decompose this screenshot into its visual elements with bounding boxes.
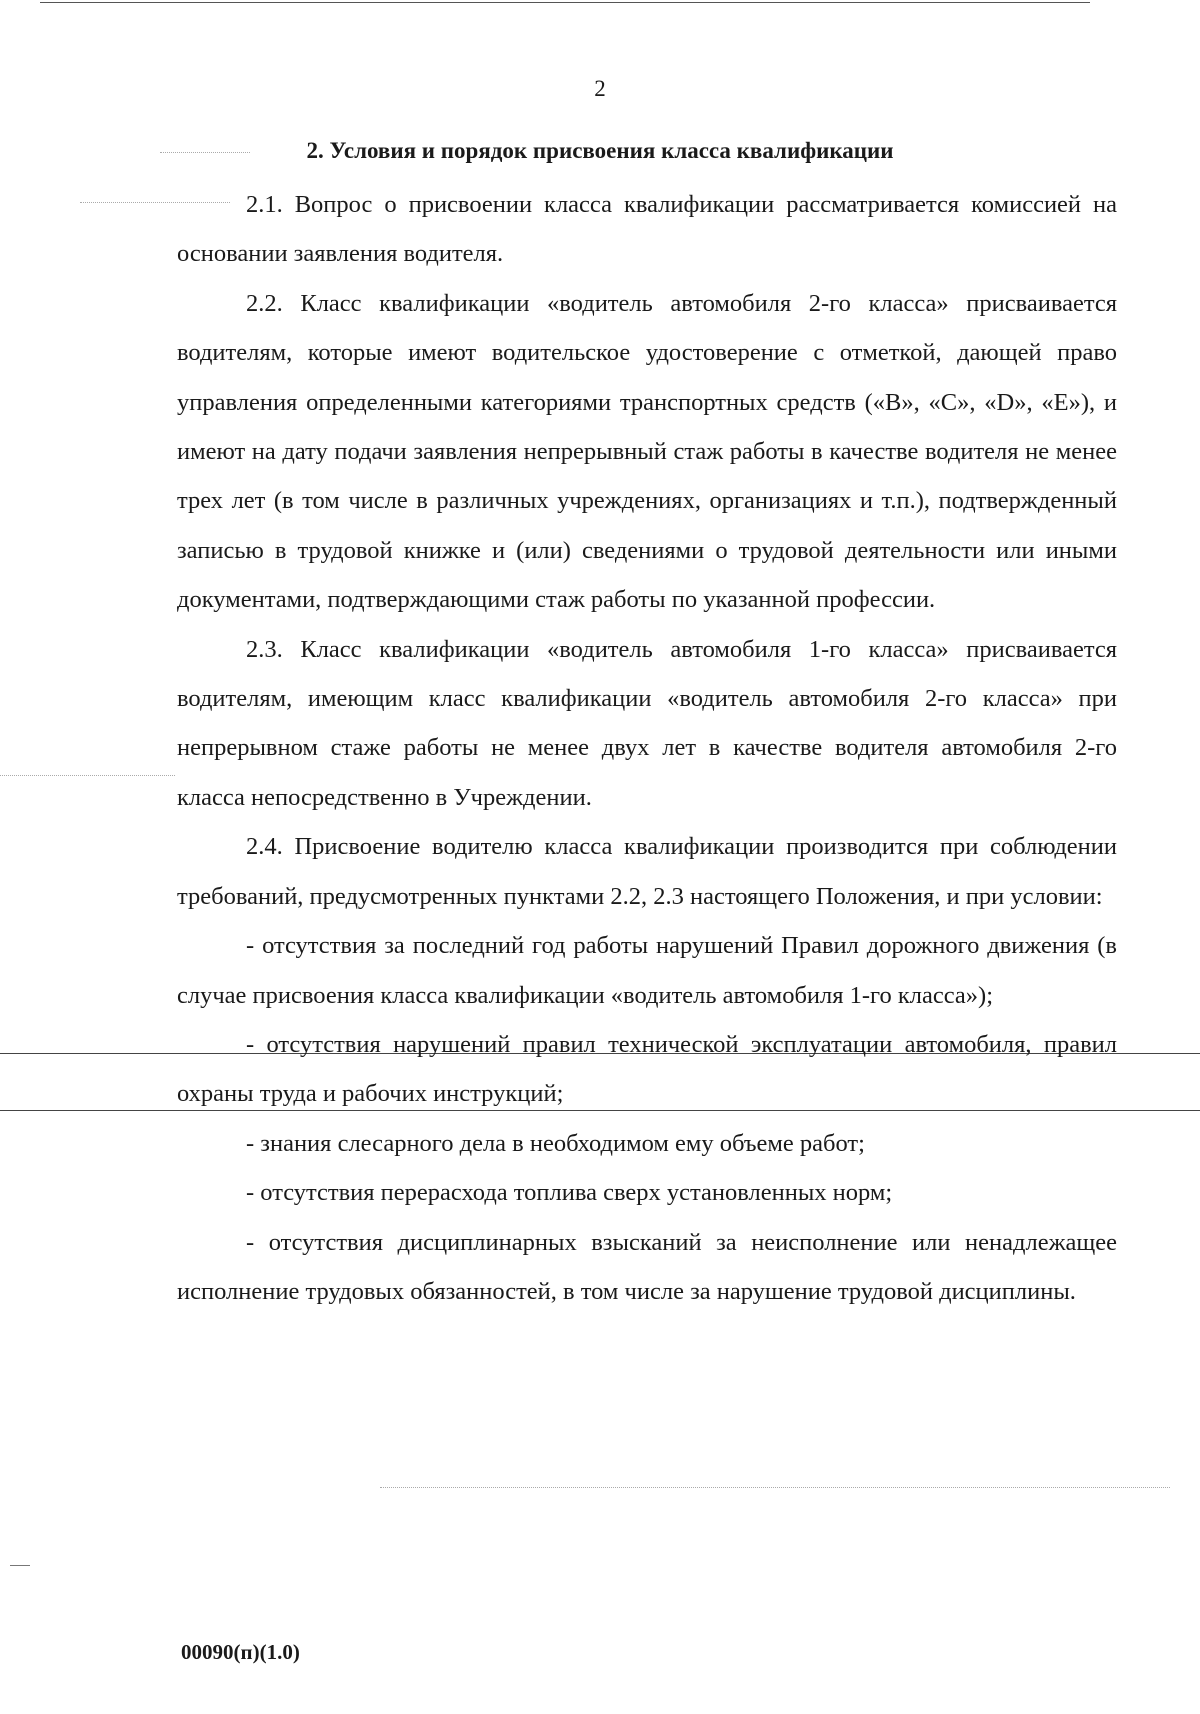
list-item-traffic-rules: - отсутствия за последний год работы нарушений Правил дорожного движения (в случае присвоения класса квалификации «водитель автомобиля 1-го класса»); (177, 932, 1117, 1009)
list-item-fuel-consumption: - отсутствия перерасхода топлива сверх установленных норм; (246, 1179, 893, 1207)
list-item-disciplinary: - отсутствия дисциплинарных взысканий за неисполнение или ненадлежащее исполнение трудовых обязанностей, в том числе за нарушение трудовой дисциплины. (177, 1228, 1117, 1305)
list-item-technical-rules: - отсутствия нарушений правил технической эксплуатации автомобиля, правил охраны труда и рабочих инструкций; (177, 1030, 1117, 1108)
scan-artifact (0, 775, 175, 776)
paragraph-2-2: 2.2. Класс квалификации «водитель автомобиля 2-го класса» присваивается водителям, которые имеют водительское удостоверение с отметкой, дающей право управления определенными категориями транспортных средств («B», «C», «D», «E»), и имеют на дату подачи заявления непрерывный стаж работы в качестве водителя не менее трех лет (в том числе в различных учреждениях, организациях и т.п.), подтвержденный записью в трудовой книжке и (или) сведениями о трудовой деятельности или иными документами, подтверждающими стаж работы по указанной профессии. (177, 289, 1117, 614)
scan-artifact-line (10, 1565, 30, 1566)
paragraph-2-1: 2.1. Вопрос о присвоении класса квалификации рассматривается комиссией на основании заявления водителя. (177, 191, 1117, 268)
scan-edge-line (40, 2, 1090, 3)
list-item-locksmith-skills: - знания слесарного дела в необходимом ему объеме работ; (246, 1129, 865, 1157)
page-number: 2 (594, 76, 606, 101)
section-heading: 2. Условия и порядок присвоения класса квалификации (306, 138, 894, 163)
scan-artifact (380, 1487, 1170, 1488)
paragraph-2-4: 2.4. Присвоение водителю класса квалификации производится при соблюдении требований, предусмотренных пунктами 2.2, 2.3 настоящего Положения, и при условии: (177, 833, 1117, 910)
document-code: 00090(п)(1.0) (181, 1640, 300, 1664)
paragraph-2-3: 2.3. Класс квалификации «водитель автомобиля 1-го класса» присваивается водителям, имеющим класс квалификации «водитель автомобиля 2-го класса» при непрерывном стаже работы не менее двух лет в качестве водителя автомобиля 2-го класса непосредственно в Учреждении. (177, 635, 1117, 811)
section-body (177, 180, 1117, 1316)
